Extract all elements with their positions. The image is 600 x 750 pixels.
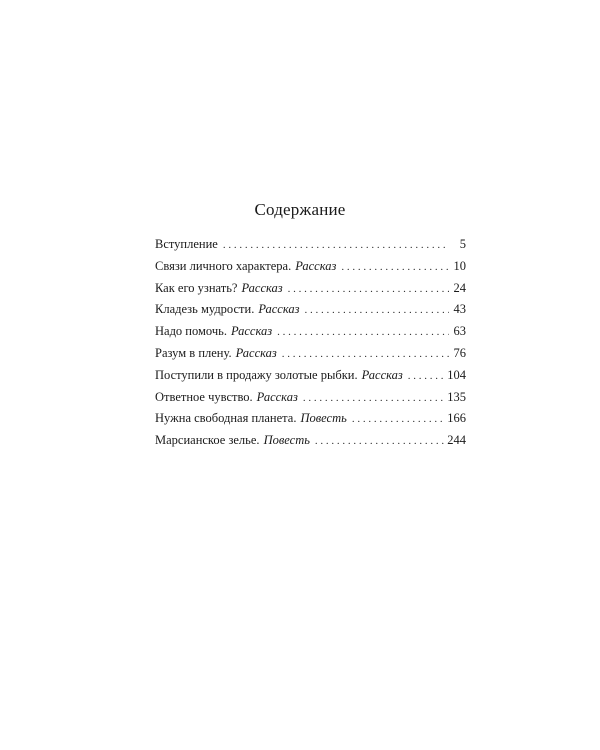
toc-page-number: 166: [447, 411, 466, 426]
toc-entry-genre: Рассказ: [295, 258, 337, 273]
dot-leader: [408, 366, 444, 388]
toc-entry: [155, 278, 466, 300]
toc-entry-genre: Рассказ: [361, 367, 403, 382]
toc-entry-title: Кладезь мудрости. Рассказ: [155, 302, 300, 317]
toc-entry: [155, 321, 466, 343]
toc-entry-title: Разум в плену. Рассказ: [155, 345, 277, 360]
toc-page-number: 10: [453, 258, 466, 273]
toc-entry-genre: Рассказ: [241, 280, 283, 295]
toc-entry-title: Ответное чувство. Рассказ: [155, 389, 298, 404]
toc-entry: [155, 256, 466, 278]
toc-entry-title: Как его узнать? Рассказ: [155, 280, 283, 295]
toc-entry-title: Поступили в продажу золотые рыбки. Рассказ: [155, 367, 403, 382]
dot-leader: [315, 431, 444, 453]
toc-entry: [155, 343, 466, 365]
toc-entry: [155, 408, 466, 430]
toc-page-number: 24: [453, 280, 466, 295]
dot-leader: [288, 279, 449, 301]
toc-page-number: 244: [447, 433, 466, 448]
page-title: Содержание: [254, 200, 346, 219]
toc-entry: [155, 299, 466, 321]
toc-page-number: 76: [453, 345, 466, 360]
dot-leader: [352, 409, 444, 431]
dot-leader: [305, 300, 450, 322]
toc-entry: [155, 430, 466, 452]
toc-page-number: 135: [447, 389, 466, 404]
toc-entry-genre: Рассказ: [230, 324, 273, 339]
toc-entry-genre: Повесть: [300, 411, 347, 426]
toc-entry-title: Вступление: [155, 237, 218, 251]
dot-leader: [277, 322, 449, 344]
toc-entry-title: Надо помочь. Рассказ: [155, 324, 273, 339]
dot-leader: [303, 388, 444, 410]
toc-entry-title: Связи личного характера. Рассказ: [155, 258, 337, 273]
dot-leader: [223, 235, 449, 257]
toc-entry-genre: Повесть: [263, 433, 310, 448]
toc-page-number: 63: [453, 324, 466, 339]
toc-page-number: 104: [447, 367, 466, 382]
toc-entry: [155, 234, 466, 256]
toc-entry-title: Нужна свободная планета. Повесть: [155, 411, 347, 426]
toc-page-number: 5: [459, 237, 466, 251]
dot-leader: [341, 257, 449, 279]
dot-leader: [282, 344, 449, 366]
toc-entry: [155, 387, 466, 409]
toc-list: [155, 234, 466, 452]
toc-entry-genre: Рассказ: [258, 302, 300, 317]
toc-entry: [155, 365, 466, 387]
toc-entry-genre: Рассказ: [235, 345, 277, 360]
toc-entry-genre: Рассказ: [256, 389, 298, 404]
toc-entry-title: Марсианское зелье. Повесть: [155, 433, 310, 448]
toc-page-number: 43: [453, 302, 466, 317]
